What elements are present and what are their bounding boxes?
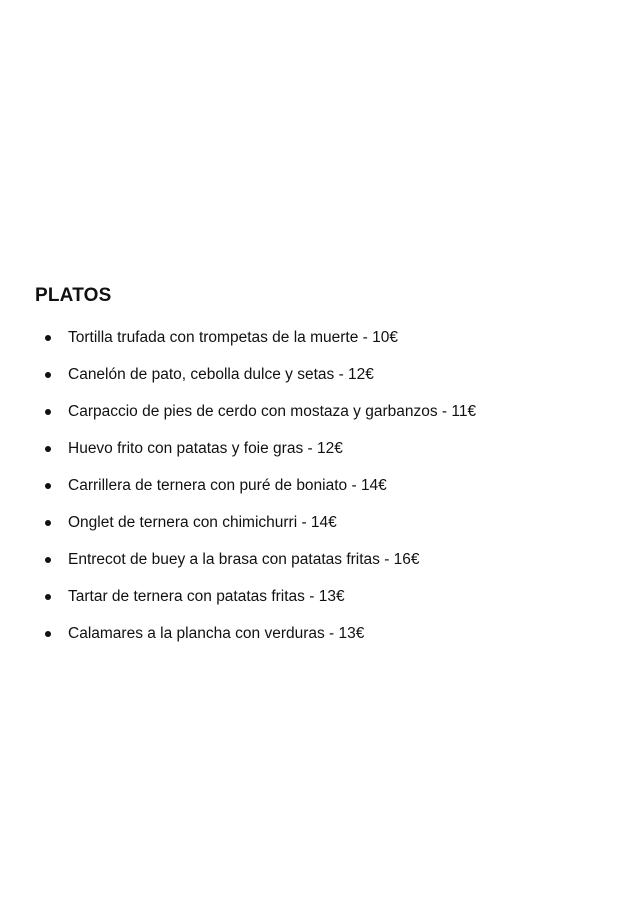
menu-item-text: Huevo frito con patatas y foie gras - 12€ [68,440,343,457]
bullet-icon [45,335,51,341]
menu-item [35,504,615,541]
menu-item-text: Carrillera de ternera con puré de boniato - 14€ [68,477,387,494]
menu-title: PLATOS [35,285,112,306]
menu-item-text: Carpaccio de pies de cerdo con mostaza y garbanzos - 11€ [68,403,477,420]
menu-item-text: Tortilla trufada con trompetas de la muerte - 10€ [68,329,398,346]
menu-item-text: Entrecot de buey a la brasa con patatas fritas - 16€ [68,551,420,568]
bullet-icon [45,483,51,489]
menu-item-text: Onglet de ternera con chimichurri - 14€ [68,514,337,531]
bullet-icon [45,631,51,637]
menu-item [35,541,615,578]
bullet-icon [45,557,51,563]
menu-item [35,356,615,393]
bullet-icon [45,372,51,378]
menu-item-text: Calamares a la plancha con verduras - 13€ [68,625,365,642]
bullet-icon [45,446,51,452]
menu-item-text: Canelón de pato, cebolla dulce y setas - 12€ [68,366,374,383]
menu-item [35,319,615,356]
menu-section [35,283,615,652]
menu-item [35,393,615,430]
bullet-icon [45,594,51,600]
menu-list [35,319,615,652]
bullet-icon [45,520,51,526]
menu-item [35,615,615,652]
menu-item-text: Tartar de ternera con patatas fritas - 13€ [68,588,345,605]
menu-item [35,467,615,504]
menu-item [35,430,615,467]
bullet-icon [45,409,51,415]
menu-item [35,578,615,615]
